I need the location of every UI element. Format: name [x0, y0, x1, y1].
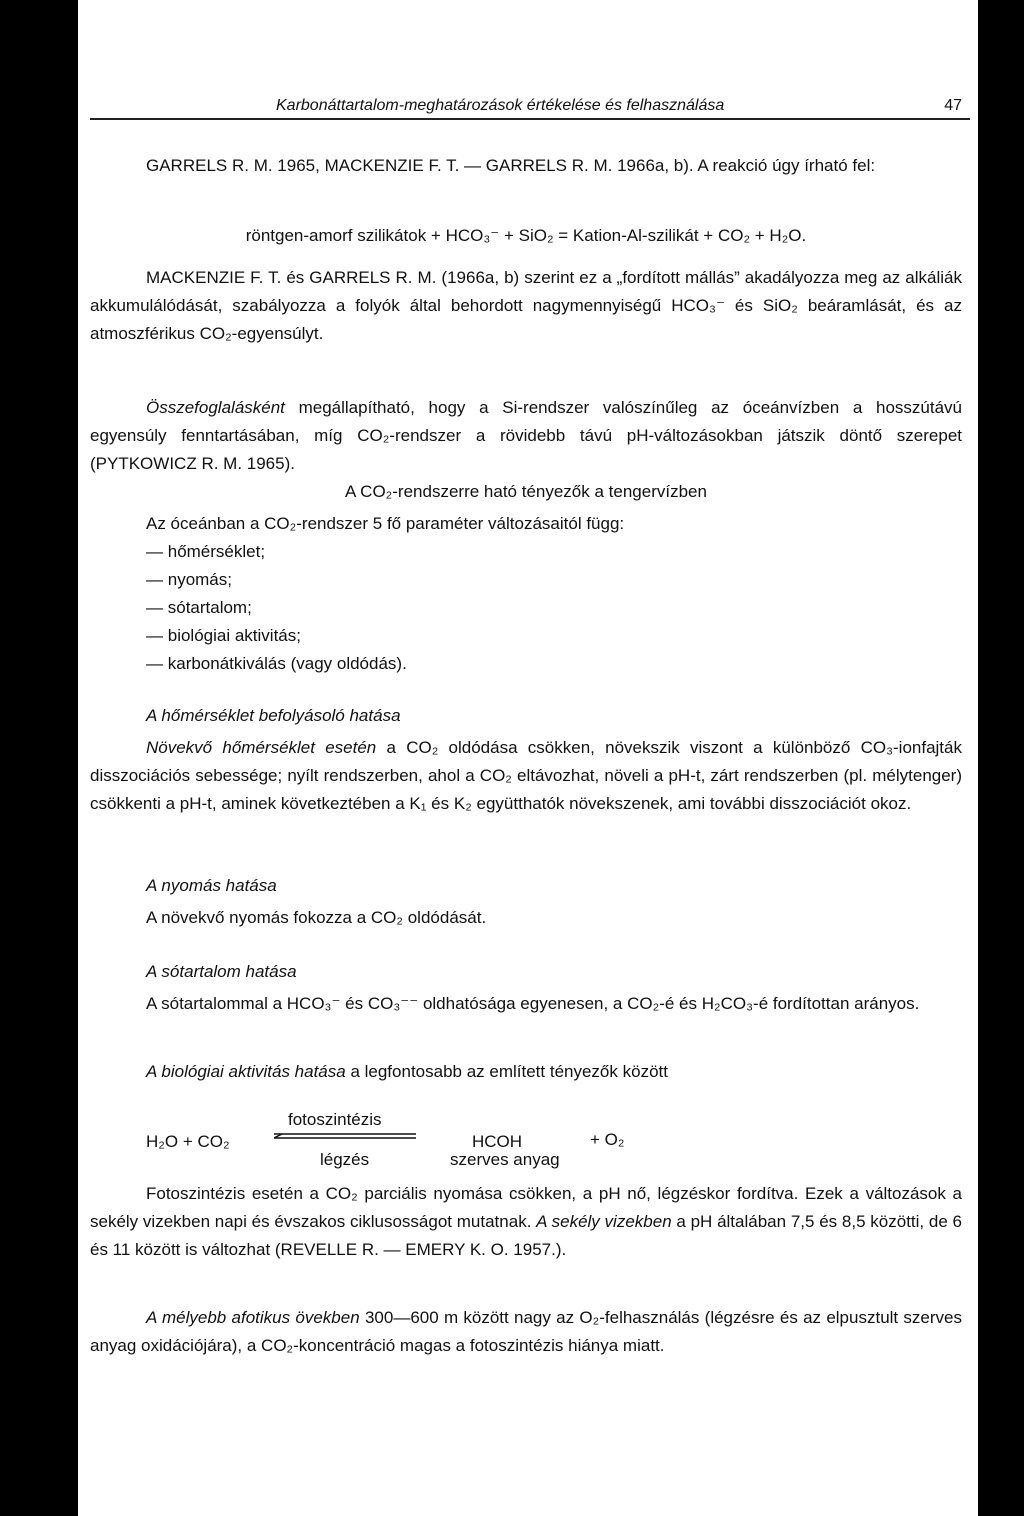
- temperature-text: a CO₂ oldódása csökken, növekszik viszont a különböző CO₃-ionfajták disszociációs sebessége; nyílt rendszerben, ahol a CO₂ eltávozhat, növeli a pH-t, zárt rendszerben (pl. mélytenger) csökkenti a pH-t, aminek következtében a K₁ és K₂ együtthatók növekszenek, ami további disszociációt okoz.: [90, 738, 962, 813]
- paragraph-aphotic: [90, 1304, 962, 1360]
- label-organic-matter: szerves anyag: [450, 1150, 560, 1169]
- aphotic-text: 300—600 m között nagy az O₂-felhasználás (légzésre és az elpusztult szerves anyag oxidációjára), a CO₂-koncentráció magas a fotoszintézis hiánya miatt.: [90, 1308, 962, 1355]
- photosynthesis-text: Fotoszintézis esetén a CO₂ parciális nyomása csökken, a pH nő, légzéskor fordítva. Ezek a változások a sekély vizekben napi és évszakos ciklusosságot mutatnak.: [90, 1184, 962, 1231]
- document-page: [78, 0, 978, 1516]
- heading-temperature: A hőmérséklet befolyásoló hatása: [146, 706, 401, 725]
- biology-lead: A biológiai aktivitás hatása: [146, 1062, 346, 1081]
- paragraph-pressure: A növekvő nyomás fokozza a CO₂ oldódását.: [146, 908, 487, 927]
- page-number: 47: [944, 97, 962, 114]
- product-oxygen: + O₂: [590, 1130, 625, 1149]
- list-item: — nyomás;: [146, 566, 846, 594]
- paragraph-reverse-weathering: MACKENZIE F. T. és GARRELS R. M. (1966a, b) szerint ez a „fordított mállás” akadályozza meg az alkáliák akkumulálódását, szabályozza a folyók által behordott nagymennyiségű HCO₃⁻ és SiO₂ beáramlását, és az atmoszférikus CO₂-egyensúlyt.: [90, 268, 962, 343]
- biology-text: a legfontosabb az említett tényezők között: [345, 1062, 668, 1081]
- factor-list: [146, 538, 846, 678]
- running-title: Karbonáttartalom-meghatározások értékelése és felhasználása: [276, 97, 725, 114]
- temperature-lead: Növekvő hőmérséklet esetén: [146, 738, 377, 757]
- summary-text: megállapítható, hogy a Si-rendszer valószínűleg az óceánvízben a hosszútávú egyensúly fenntartásában, míg CO₂-rendszer a rövidebb távú pH-változásokban játszik döntő szerepet (PYTKOWICZ R. M. 1965).: [90, 398, 962, 473]
- shallow-water-lead: A sekély vizekben: [536, 1212, 672, 1231]
- heading-pressure: A nyomás hatása: [146, 876, 277, 895]
- paragraph-temperature: [90, 734, 962, 818]
- summary-lead: Összefoglalásként: [146, 398, 285, 417]
- label-photosynthesis: fotoszintézis: [288, 1110, 382, 1129]
- equation-photosynthesis: [138, 1108, 698, 1188]
- equilibrium-arrow-icon: [274, 1132, 416, 1140]
- paragraph-reaction-intro: GARRELS R. M. 1965, MACKENZIE F. T. — GARRELS R. M. 1966a, b). A reakció úgy írható fel:: [146, 156, 876, 175]
- list-item: — biológiai aktivitás;: [146, 622, 846, 650]
- list-item: — karbonátkiválás (vagy oldódás).: [146, 650, 846, 678]
- heading-salinity: A sótartalom hatása: [146, 962, 297, 981]
- paragraph-biology: [90, 1058, 962, 1086]
- equation-weathering: röntgen-amorf szilikátok + HCO₃⁻ + SiO₂ = Kation-Al-szilikát + CO₂ + H₂O.: [245, 226, 807, 245]
- paragraph-parameters-intro: Az óceánban a CO₂-rendszer 5 fő paraméter változásaitól függ:: [146, 514, 625, 533]
- reactants: H₂O + CO₂: [146, 1132, 230, 1151]
- list-item: — sótartalom;: [146, 594, 846, 622]
- label-respiration: légzés: [320, 1150, 370, 1169]
- aphotic-lead: A mélyebb afotikus övekben: [146, 1308, 360, 1327]
- shallow-water-text: a pH általában 7,5 és 8,5 közötti, de 6 és 11 között is változhat (REVELLE R. — EMERY K. O. 1957.).: [90, 1212, 962, 1259]
- product-formaldehyde: HCOH: [472, 1132, 523, 1151]
- section-title: A CO₂-rendszerre ható tényezők a tengervízben: [345, 482, 707, 501]
- running-header: [90, 92, 970, 120]
- paragraph-salinity: A sótartalommal a HCO₃⁻ és CO₃⁻⁻ oldhatósága egyenesen, a CO₂-é és H₂CO₃-é fordítottan arányos.: [146, 994, 920, 1013]
- paragraph-summary: [90, 394, 962, 478]
- list-item: — hőmérséklet;: [146, 538, 846, 566]
- paragraph-photosynthesis: [90, 1180, 962, 1264]
